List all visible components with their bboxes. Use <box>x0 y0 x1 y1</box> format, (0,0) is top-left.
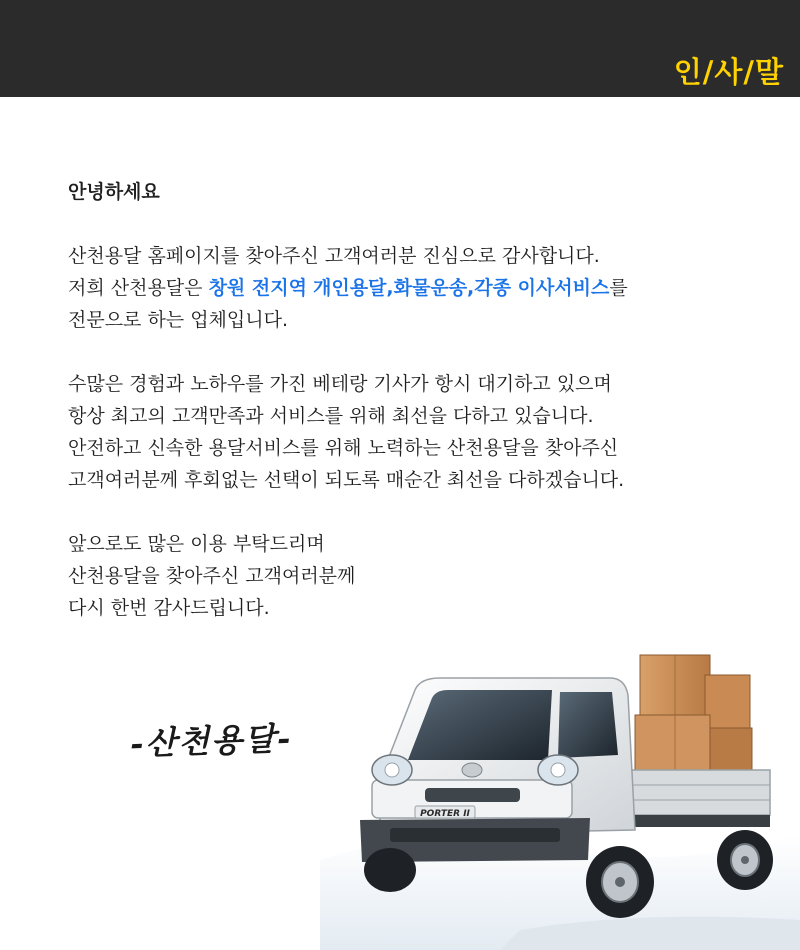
truck-image <box>320 620 800 950</box>
letter-text: 를 <box>609 277 628 299</box>
highlight-region: 창원 전지역 <box>208 277 307 299</box>
letter-line: 전문으로 하는 업체입니다. <box>68 309 289 331</box>
letter-text: 저희 산천용달은 <box>68 277 209 299</box>
paragraph-closing <box>68 528 748 624</box>
greeting-heading: 안녕하세요 <box>68 181 160 203</box>
letter-line: 앞으로도 많은 이용 부탁드리며 <box>68 533 325 555</box>
page-header <box>0 0 800 97</box>
letter-line-highlight <box>68 272 748 304</box>
signature: -산천용달- <box>129 719 293 763</box>
paragraph-service <box>68 368 748 496</box>
letter-line: 다시 한번 감사드립니다. <box>68 597 270 619</box>
rear-wheel <box>717 830 773 890</box>
highlight-services: 개인용달,화물운송,각종 이사서비스 <box>313 277 610 299</box>
letter-line: 고객여러분께 후회없는 선택이 되도록 매순간 최선을 다하겠습니다. <box>68 469 625 491</box>
letter-line: 안전하고 신속한 용달서비스를 위해 노력하는 산천용달을 찾아주신 <box>68 437 619 459</box>
letter-line: 항상 최고의 고객만족과 서비스를 위해 최선을 다하고 있습니다. <box>68 405 594 427</box>
svg-text:PORTER II: PORTER II <box>420 809 470 819</box>
letter-line: 산천용달을 찾아주신 고객여러분께 <box>68 565 356 587</box>
front-wheel <box>586 846 654 918</box>
paragraph-intro <box>68 240 748 336</box>
page-title: 인/사/말 <box>673 55 784 89</box>
letter-line: 산천용달 홈페이지를 찾아주신 고객여러분 진심으로 감사합니다. <box>68 245 600 267</box>
greeting-letter <box>68 176 748 656</box>
letter-line: 수많은 경험과 노하우를 가진 베테랑 기사가 항시 대기하고 있으며 <box>68 373 612 395</box>
